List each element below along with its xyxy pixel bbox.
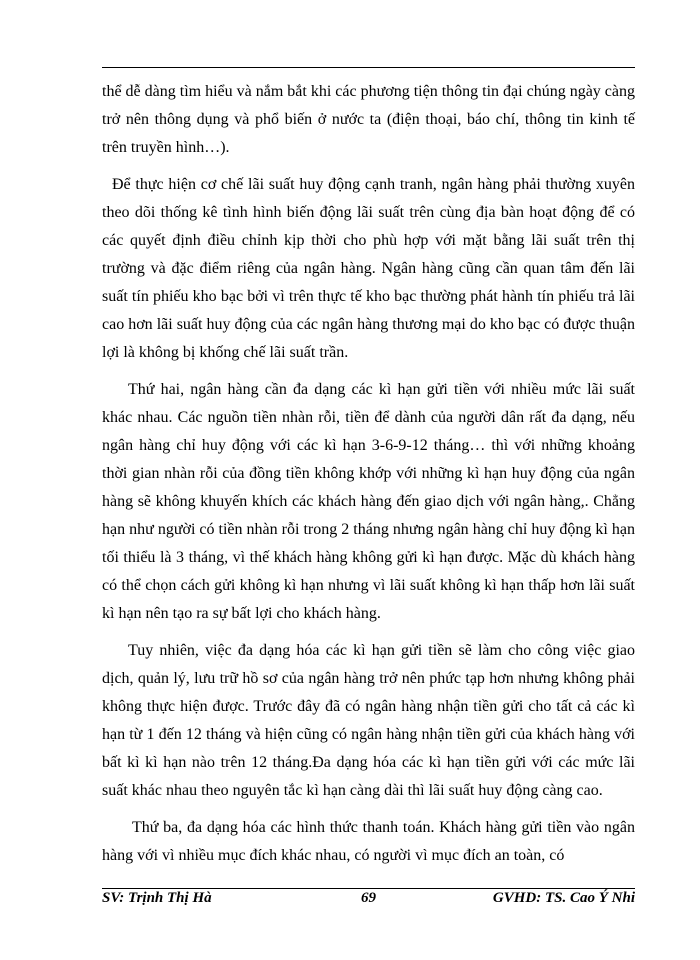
paragraph-interest-competition: Để thực hiện cơ chế lãi suất huy động cạnh tranh, ngân hàng phải thường xuyên theo dõi thống kê tình hình biến động lãi suất trên cùng địa bàn hoạt động để có các quyết định điều chỉnh kịp thời cho phù hợp với mặt bằng lãi suất trên thị trường và đặc điểm riêng của ngân hàng. Ngân hàng cũng cần quan tâm đến lãi suất tín phiếu kho bạc bởi vì trên thực tế kho bạc thường phát hành tín phiếu trả lãi cao hơn lãi suất huy động của các ngân hàng thương mại do kho bạc có được thuận lợi là không bị khống chế lãi suất trần. — [102, 176, 635, 361]
header-rule — [102, 67, 635, 68]
footer-advisor: GVHD: TS. Cao Ý Nhi — [492, 890, 635, 906]
footer-student: SV: Trịnh Thị Hà — [102, 890, 212, 906]
page-footer — [102, 890, 635, 912]
paragraph-however: Tuy nhiên, việc đa dạng hóa các kì hạn gửi tiền sẽ làm cho công việc giao dịch, quản lý, lưu trữ hồ sơ của ngân hàng trở nên phức tạp hơn nhưng không phải không thực hiện được. Trước đây đã có ngân hàng nhận tiền gửi cho tất cả các kì hạn từ 1 đến 12 tháng và hiện cũng có ngân hàng nhận tiền gửi của khách hàng với bất kì kì hạn nào trên 12 tháng.Đa dạng hóa các kì hạn tiền gửi với các mức lãi suất khác nhau theo nguyên tắc kì hạn càng dài thì lãi suất huy động càng cao. — [102, 642, 635, 799]
page-number: 69 — [361, 890, 376, 906]
paragraph-third-point: Thứ ba, đa dạng hóa các hình thức thanh toán. Khách hàng gửi tiền vào ngân hàng với vì nhiều mục đích khác nhau, có người vì mục đích an toàn, có — [102, 819, 635, 864]
footer-rule — [102, 888, 635, 889]
document-body — [102, 78, 635, 870]
paragraph-second-point: Thứ hai, ngân hàng cần đa dạng các kì hạn gửi tiền với nhiều mức lãi suất khác nhau. Các nguồn tiền nhàn rỗi, tiền để dành của người dân rất đa dạng, nếu ngân hàng chỉ huy động với các kì hạn 3-6-9-12 tháng… thì với những khoảng thời gian nhàn rỗi của đồng tiền không khớp với những kì hạn huy động của ngân hàng sẽ không khuyến khích các khách hàng đến giao dịch với ngân hàng,. Chẳng hạn như người có tiền nhàn rỗi trong 2 tháng nhưng ngân hàng chỉ huy động kì hạn tối thiểu là 3 tháng, vì thế khách hàng không gửi kì hạn được. Mặc dù khách hàng có thể chọn cách gửi không kì hạn nhưng vì lãi suất không kì hạn thấp hơn lãi suất kì hạn nên tạo ra sự bất lợi cho khách hàng. — [102, 381, 635, 622]
paragraph-continuation: thể dễ dàng tìm hiểu và nắm bắt khi các phương tiện thông tin đại chúng ngày càng trở nên thông dụng và phổ biến ở nước ta (điện thoại, báo chí, thông tin kinh tế trên truyền hình…). — [102, 83, 635, 156]
